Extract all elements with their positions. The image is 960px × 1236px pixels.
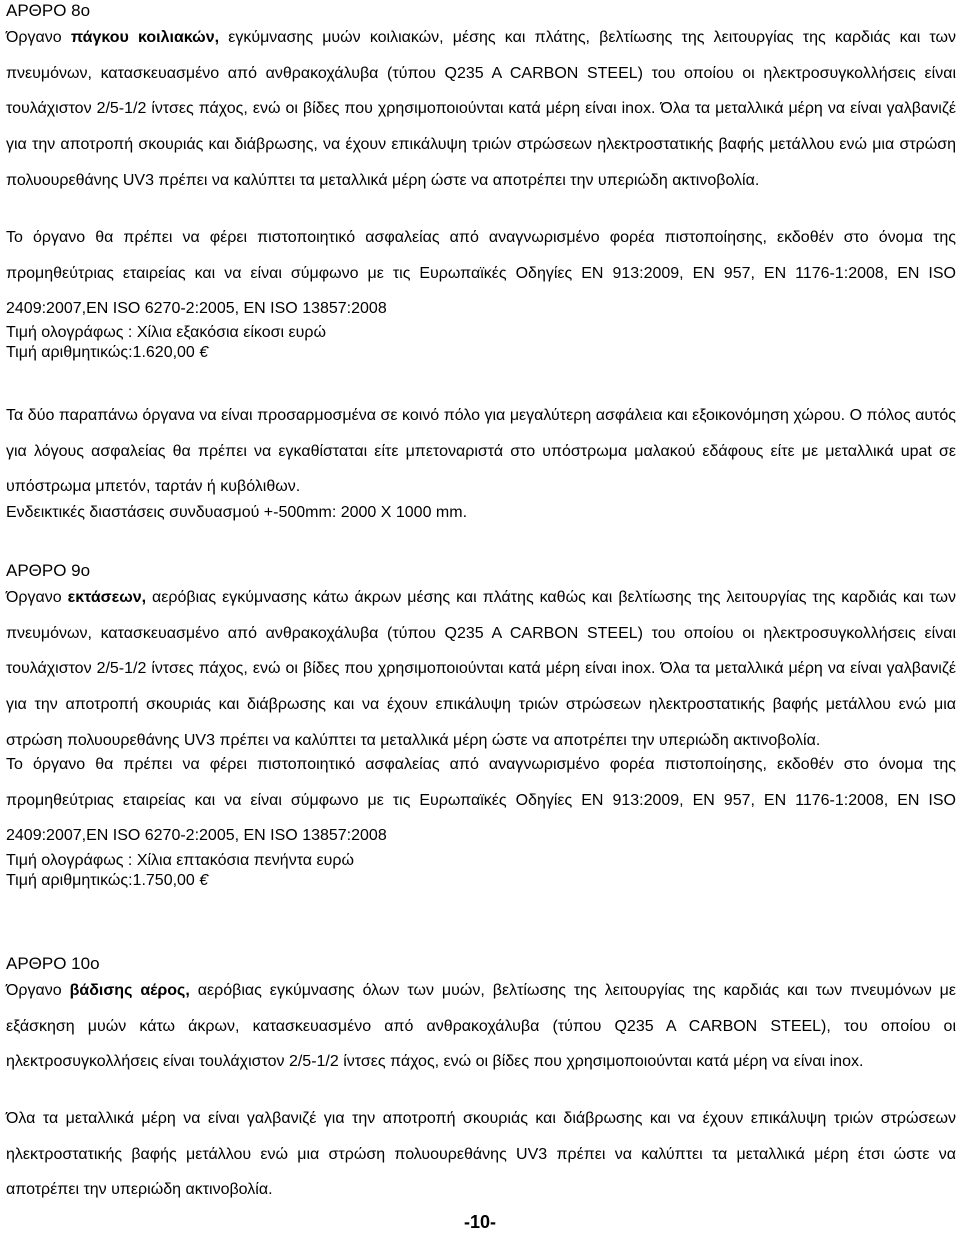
price-number-text: Τιμή αριθμητικώς:1.750,00	[6, 872, 200, 889]
combination-note: Τα δύο παραπάνω όργανα να είναι προσαρμοσμένα σε κοινό πόλο για μεγαλύτερη ασφάλεια και εξοικονόμηση χώρου. Ο πόλος αυτός για λόγους ασφαλείας θα πρέπει να εγκαθίσταται είτε μπετοναριστά στο υπόστρωμα μαλακού εδάφους είτε με μεταλλικά upat σε υπόστρωμα μπετόν, ταρτάν ή κυβόλιθων.	[6, 407, 956, 496]
price-words: Τιμή ολογράφως : Χίλια επτακόσια πενήντα ευρώ	[6, 852, 354, 869]
intro-text: αερόβιας εγκύμνασης κάτω άκρων μέσης και πλάτης καθώς και βελτίωσης της λειτουργίας της καρδιάς και των πνευμόνων, κατασκευασμένο από ανθρακοχάλυβα (τύπου Q235 A CARBON STEEL) του οποίου οι ηλεκτροσυγκολλήσεις είναι τουλάχιστον 2/5-1/2 ίντσες πάχος, ενώ οι βίδες που χρησιμοποιούνται κατά μέρη είναι inox. Όλα τα μεταλλικά μέρη να είναι γαλβανιζέ για την αποτροπή σκουριάς και διάβρωσης και να έχουν επικάλυψη τριών στρώσεων ηλεκτροστατικής βαφής μετάλλου ενώ μια στρώση πολυουρεθάνης UV3 πρέπει να καλύπτει τα μεταλλικά μέρη ώστε να αποτρέπει την υπεριώδη ακτινοβολία.	[6, 589, 956, 749]
dimensions: Ενδεικτικές διαστάσεις συνδυασμού +-500mm: 2000 Χ 1000 mm.	[6, 504, 468, 522]
article-9-price	[6, 851, 956, 891]
article-description	[6, 973, 956, 1080]
certification-text: Το όργανο θα πρέπει να φέρει πιστοποιητικό ασφαλείας από αναγνωρισμένο φορέα πιστοποίησης, εκδοθέν στο όνομα της προμηθεύτριας εταιρείας και να είναι σύμφωνο με τις Ευρωπαϊκές Οδηγίες EN 913:2009, EN 957, EN 1176-1:2008, EN ISO 2409:2007,EN ISO 6270-2:2005, EN ISO 13857:2008	[6, 756, 956, 844]
price-words: Τιμή ολογράφως : Χίλια εξακόσια είκοσι ευρώ	[6, 324, 326, 341]
article-10-galvanize	[6, 1101, 956, 1208]
galvanize-text: Όλα τα μεταλλικά μέρη να είναι γαλβανιζέ για την αποτροπή σκουριάς και διάβρωσης και να έχουν επικάλυψη τριών στρώσεων ηλεκτροστατικής βαφής μετάλλου ενώ μια στρώση πολυουρεθάνης UV3 πρέπει να καλύπτει τα μεταλλικά μέρη έτσι ώστε να αποτρέπει την υπεριώδη ακτινοβολία.	[6, 1110, 956, 1199]
euro-icon: €	[199, 872, 209, 889]
article-title: ΑΡΘΡΟ 8ο	[6, 1, 91, 20]
price-number	[6, 871, 956, 891]
combination-section	[6, 398, 956, 523]
equipment-name: εκτάσεων,	[67, 589, 147, 606]
intro-prefix: Όργανο	[6, 982, 70, 999]
intro-text: αερόβιας εγκύμνασης όλων των μυών, βελτίωσης της λειτουργίας της καρδιάς και των πνευμόνων με εξάσκηση μυών κάτω άκρων, κατασκευασμένο από ανθρακοχάλυβα (τύπου Q235 A CARBON STEEL), του οποίου οι ηλεκτροσυγκολλήσεις είναι τουλάχιστον 2/5-1/2 ίντσες πάχος, ενώ οι βίδες που χρησιμοποιούνται κατά μέρη να είναι inox.	[6, 982, 957, 1071]
intro-prefix: Όργανο	[6, 589, 68, 606]
intro-text: εγκύμνασης μυών κοιλιακών, μέσης και πλάτης, βελτίωσης της λειτουργίας της καρδιάς και των πνευμόνων, κατασκευασμένο από ανθρακοχάλυβα (τύπου Q235 A CARBON STEEL) του οποίου οι ηλεκτροσυγκολλήσεις είναι τουλάχιστον 2/5-1/2 ίντσες πάχος, ενώ οι βίδες που χρησιμοποιούνται κατά μέρη είναι inox. Όλα τα μεταλλικά μέρη να είναι γαλβανιζέ για την αποτροπή σκουριάς και διάβρωσης, να έχουν επικάλυψη τριών στρώσεων ηλεκτροστατικής βαφής μετάλλου ενώ μια στρώση πολυουρεθάνης UV3 πρέπει να καλύπτει τα μεταλλικά μέρη ώστε να αποτρέπει την υπεριώδη ακτινοβολία.	[6, 29, 956, 189]
article-9	[6, 560, 956, 759]
article-10	[6, 953, 956, 1080]
price-number	[6, 343, 956, 363]
article-9-certification	[6, 747, 956, 854]
price-number-text: Τιμή αριθμητικώς:1.620,00	[6, 344, 200, 361]
article-8-certification	[6, 220, 956, 327]
page-number: -10-	[463, 1212, 496, 1232]
certification-text: Το όργανο θα πρέπει να φέρει πιστοποιητικό ασφαλείας από αναγνωρισμένο φορέα πιστοποίησης, εκδοθέν στο όνομα της προμηθεύτριας εταιρείας και να είναι σύμφωνο με τις Ευρωπαϊκές Οδηγίες EN 913:2009, EN 957, EN 1176-1:2008, EN ISO 2409:2007,EN ISO 6270-2:2005, EN ISO 13857:2008	[6, 229, 956, 317]
equipment-name: βάδισης αέρος,	[69, 982, 190, 999]
equipment-name: πάγκου κοιλιακών,	[70, 29, 220, 46]
article-title: ΑΡΘΡΟ 9ο	[6, 561, 91, 580]
article-description	[6, 20, 956, 199]
article-8-price	[6, 323, 956, 363]
article-title: ΑΡΘΡΟ 10ο	[6, 954, 100, 973]
article-8	[6, 0, 956, 199]
intro-prefix: Όργανο	[6, 29, 71, 46]
euro-icon: €	[199, 344, 209, 361]
article-description	[6, 580, 956, 759]
